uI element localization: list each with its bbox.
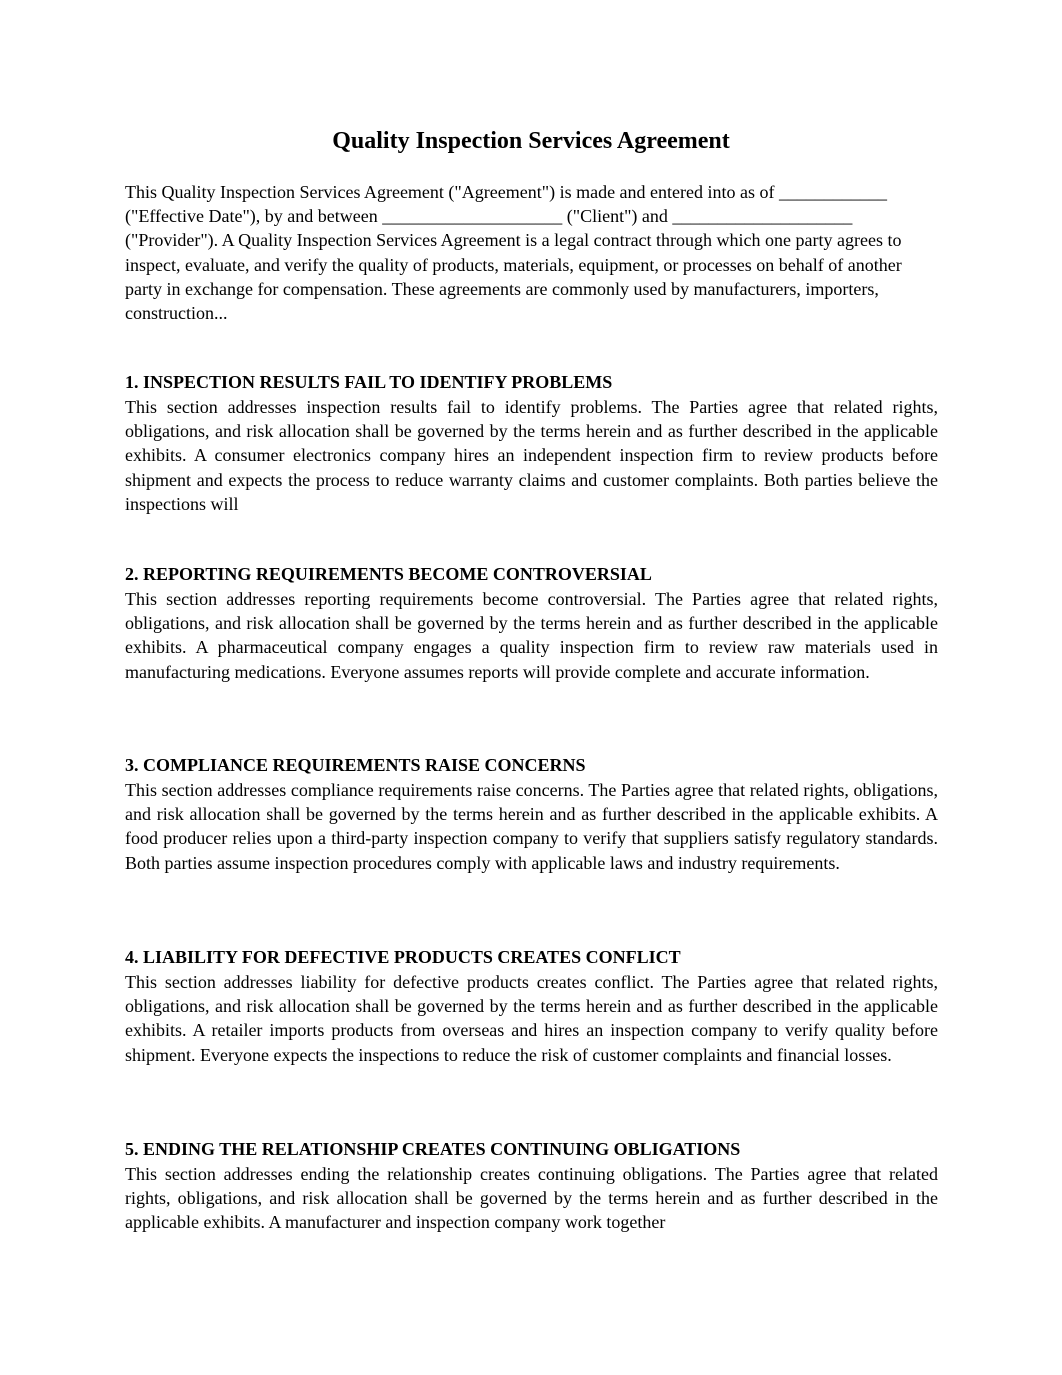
- section-3: [125, 752, 938, 875]
- section-heading: 5. ENDING THE RELATIONSHIP CREATES CONTINUING OBLIGATIONS: [125, 1139, 741, 1159]
- section-5: [125, 1136, 938, 1235]
- section-body: This section addresses liability for defective products creates conflict. The Parties agree that related rights, obligations, and risk allocation shall be governed by the terms herein and as further described in the applicable exhibits. A retailer imports products from overseas and hires an inspection company to verify quality before shipment. Everyone expects the inspections to reduce the risk of customer complaints and financial losses.: [125, 972, 938, 1065]
- section-heading: 3. COMPLIANCE REQUIREMENTS RAISE CONCERNS: [125, 755, 586, 775]
- section-body: This section addresses inspection results fail to identify problems. The Parties agree that related rights, obligations, and risk allocation shall be governed by the terms herein and as further described in the applicable exhibits. A consumer electronics company hires an independent inspection firm to review products before shipment and expects the process to reduce warranty claims and customer complaints. Both parties believe the inspections will: [125, 397, 938, 514]
- section-body: This section addresses compliance requirements raise concerns. The Parties agree that related rights, obligations, and risk allocation shall be governed by the terms herein and as further described in the applicable exhibits. A food producer relies upon a third-party inspection company to verify that suppliers satisfy regulatory standards. Both parties assume inspection procedures comply with applicable laws and industry requirements.: [125, 780, 938, 873]
- section-heading: 4. LIABILITY FOR DEFECTIVE PRODUCTS CREATES CONFLICT: [125, 947, 681, 967]
- document-title: Quality Inspection Services Agreement: [332, 128, 730, 154]
- section-2: [125, 561, 938, 684]
- section-1: [125, 369, 938, 516]
- section-body: This section addresses ending the relationship creates continuing obligations. The Parties agree that related rights, obligations, and risk allocation shall be governed by the terms herein and as further described in the applicable exhibits. A manufacturer and inspection company work together: [125, 1164, 938, 1233]
- section-4: [125, 944, 938, 1067]
- section-heading: 1. INSPECTION RESULTS FAIL TO IDENTIFY PROBLEMS: [125, 372, 613, 392]
- section-heading: 2. REPORTING REQUIREMENTS BECOME CONTROVERSIAL: [125, 564, 652, 584]
- intro-paragraph: This Quality Inspection Services Agreement ("Agreement") is made and entered into as of ____________ ("Effective Date"), by and between ____________________ ("Client") and ____________________ ("Provider"). A Quality Inspection Services Agreement is a legal contract through which one party agrees to inspect, evaluate, and verify the quality of products, materials, equipment, or processes on behalf of another party in exchange for compensation. These agreements are commonly used by manufacturers, importers, construction...: [125, 182, 902, 324]
- section-body: This section addresses reporting requirements become controversial. The Parties agree that related rights, obligations, and risk allocation shall be governed by the terms herein and as further described in the applicable exhibits. A pharmaceutical company engages a quality inspection firm to review raw materials used in manufacturing medications. Everyone assumes reports will provide complete and accurate information.: [125, 589, 938, 682]
